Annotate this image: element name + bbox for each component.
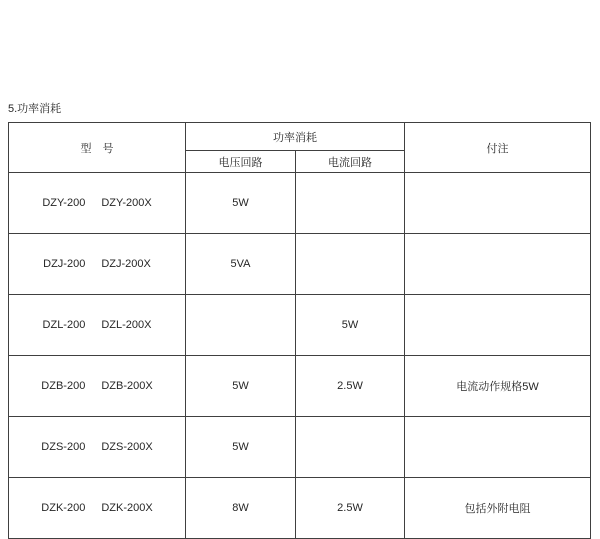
current-cell: 2.5W	[296, 356, 405, 417]
table-row	[9, 417, 591, 478]
note-cell	[405, 173, 591, 234]
header-power-group: 功率消耗	[186, 123, 405, 151]
model-cell	[9, 234, 186, 295]
model-name-x: DZJ-200X	[101, 258, 151, 270]
model-name: DZB-200	[41, 380, 86, 392]
current-cell	[296, 234, 405, 295]
note-cell	[405, 417, 591, 478]
voltage-cell: 5W	[186, 356, 296, 417]
model-cell	[9, 356, 186, 417]
model-name-x: DZY-200X	[101, 197, 152, 209]
table-row	[9, 478, 591, 539]
note-cell: 电流动作规格5W	[405, 356, 591, 417]
model-name-x: DZS-200X	[101, 441, 153, 453]
header-row-top	[9, 123, 591, 151]
note-cell	[405, 234, 591, 295]
model-name-x: DZB-200X	[101, 380, 153, 392]
note-cell: 包括外附电阻	[405, 478, 591, 539]
header-voltage-circuit: 电压回路	[186, 151, 296, 173]
model-name: DZS-200	[41, 441, 86, 453]
model-name-x: DZK-200X	[101, 502, 153, 514]
table-row	[9, 173, 591, 234]
power-consumption-table	[8, 122, 591, 539]
model-name-x: DZL-200X	[101, 319, 152, 331]
model-name: DZJ-200	[43, 258, 86, 270]
table-row	[9, 356, 591, 417]
header-notes: 付注	[405, 123, 591, 173]
header-current-circuit: 电流回路	[296, 151, 405, 173]
voltage-cell: 5W	[186, 173, 296, 234]
model-cell	[9, 478, 186, 539]
model-name: DZY-200	[42, 197, 86, 209]
current-cell: 5W	[296, 295, 405, 356]
current-cell: 2.5W	[296, 478, 405, 539]
voltage-cell: 5VA	[186, 234, 296, 295]
model-cell	[9, 417, 186, 478]
model-cell	[9, 173, 186, 234]
voltage-cell: 8W	[186, 478, 296, 539]
voltage-cell: 5W	[186, 417, 296, 478]
current-cell	[296, 173, 405, 234]
model-cell	[9, 295, 186, 356]
model-name: DZL-200	[42, 319, 86, 331]
table-row	[9, 234, 591, 295]
current-cell	[296, 417, 405, 478]
voltage-cell	[186, 295, 296, 356]
model-name: DZK-200	[41, 502, 86, 514]
table-row	[9, 295, 591, 356]
note-cell	[405, 295, 591, 356]
section-title: 5.功率消耗	[8, 103, 62, 115]
header-model: 型 号	[9, 123, 186, 173]
